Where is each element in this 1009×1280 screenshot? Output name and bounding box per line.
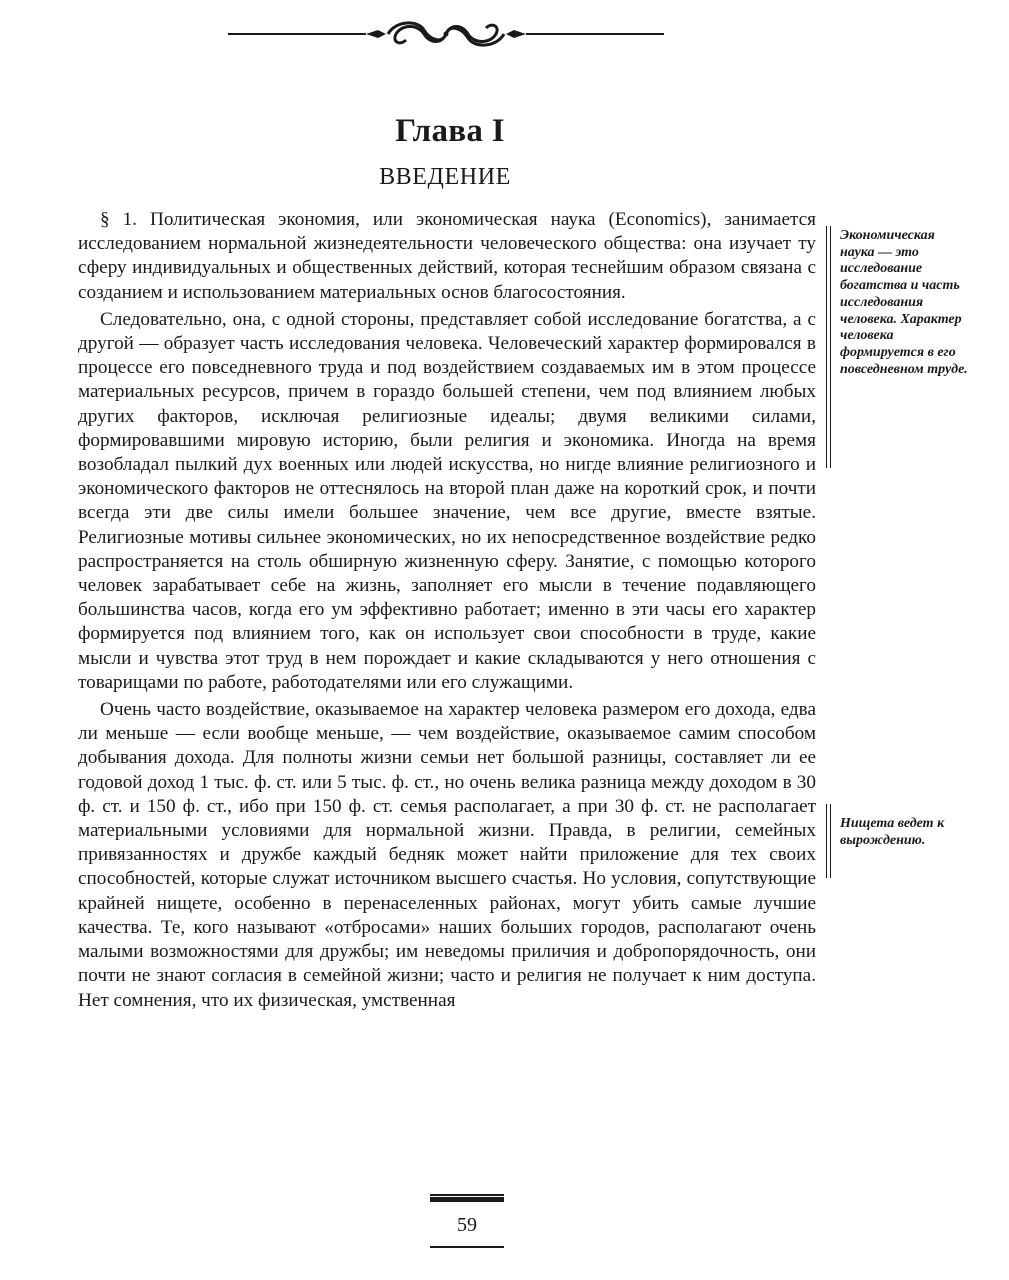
page-number-underline: [430, 1246, 504, 1248]
body-text: [78, 208, 816, 1016]
margin-note-poverty: Нищета ведет к вырождению.: [840, 816, 945, 848]
margin-note-economics: Экономическая наука — это исследование богатства и часть исследования человека. Характер человека формируется в его повседневном труде.: [840, 228, 968, 377]
margin-note-rule: [826, 226, 831, 468]
margin-note-rule: [826, 804, 831, 878]
page-number: 59: [457, 1214, 477, 1236]
paragraph-2: Следовательно, она, с одной стороны, представляет собой исследование богатства, а с другой — образует часть исследования человека. Человеческий характер формировался в процессе его повседневного труда и под воздействием создаваемых им в этом процессе материальных ресурсов, причем в гораздо большей степени, чем под влиянием любых других факторов, исключая религиозные идеалы; двумя великими силами, формировавшими мировую историю, были религия и экономика. Иногда на время возобладал пылкий дух военных или людей искусства, но нигде влияние религиозного и экономического факторов не оттеснялось на второй план даже на короткий срок, и почти всегда эти две силы имели большее значение, чем все другие, вместе взятые. Религиозные мотивы сильнее экономических, но их непосредственное воздействие редко распространяется на столь обширную жизненную сферу. Занятие, с помощью которого человек зарабатывает себе на жизнь, заполняет его мысли в течение подавляющего большинства часов, когда его ум эффективно работает; именно в эти часы его характер формируется под влиянием того, как он использует свои способности в труде, какие мысли и чувства этот труд в нем порождает и какие складываются у него отношения с товарищами по работе, работодателями или его служащими.: [78, 308, 816, 693]
chapter-title: Глава I: [395, 113, 505, 149]
flourish-ornament-icon: [228, 14, 664, 54]
section-title: ВВЕДЕНИЕ: [379, 164, 511, 190]
page-number-bar: [430, 1194, 504, 1202]
paragraph-1: § 1. Политическая экономия, или экономическая наука (Economics), занимается исследованием нормальной жизнедеятельности человеческого общества: она изучает ту сферу индивидуальных и общественных действий, которая теснейшим образом связана с созданием и использованием материальных основ благосостояния.: [78, 209, 816, 303]
paragraph-3: Очень часто воздействие, оказываемое на характер человека размером его дохода, едва ли меньше — если вообще меньше, — чем воздействие, оказываемое самим способом добывания дохода. Для полноты жизни семьи нет большой разницы, составляет ли ее годовой доход 1 тыс. ф. ст. или 5 тыс. ф. ст., но очень велика разница между доходом в 30 ф. ст. и 150 ф. ст., ибо при 150 ф. ст. семья располагает, а при 30 ф. ст. не располагает материальными условиями для нормальной жизни. Правда, в религии, семейных привязанностях и дружбе каждый бедняк может найти приложение для тех своих способностей, которые служат источником высшего счастья. Но условия, сопутствующие крайней нищете, особенно в перенаселенных районах, могут убить самые лучшие качества. Те, кого называют «отбросами» наших больших городов, располагают очень малыми возможностями для дружбы; им неведомы приличия и добропорядочность, они почти не знают согласия в семейной жизни; часто и религия не получает к ним доступа. Нет сомнения, что их физическая, умственная: [78, 699, 816, 1011]
